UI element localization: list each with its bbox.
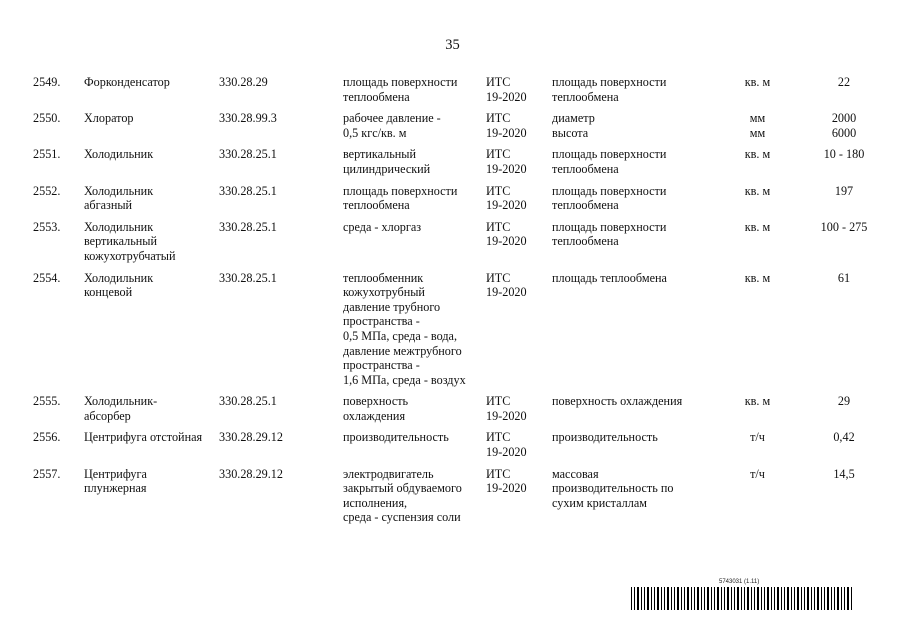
reference-document-line: 19-2020 — [486, 198, 527, 213]
parameter-name-line: теплообмена — [552, 198, 619, 213]
row-number-cell: 2552. — [33, 183, 61, 198]
barcode-bar — [654, 587, 655, 610]
table-row — [33, 394, 879, 430]
row-number-cell: 2556. — [33, 430, 61, 445]
characteristic-line: производительность — [343, 430, 449, 445]
characteristic-line: 0,5 кгс/кв. м — [343, 125, 407, 140]
characteristic-line: давление трубного — [343, 299, 441, 314]
parameter-name-line: диаметр — [552, 111, 595, 126]
okpd-code-cell: 330.28.25.1 — [219, 183, 277, 198]
parameter-name-cell — [552, 111, 706, 147]
equipment-name-line: Холодильник — [84, 183, 154, 198]
barcode-bar — [851, 587, 852, 610]
table-row — [33, 220, 879, 271]
parameter-value-line: 22 — [837, 75, 851, 89]
parameter-value-line: 2000 — [831, 111, 857, 126]
equipment-name-line: Форконденсатор — [84, 75, 170, 89]
unit-line: т/ч — [750, 430, 765, 445]
parameter-name-line: теплообмена — [552, 234, 619, 249]
equipment-name-line: Холодильник — [84, 270, 154, 285]
table-row — [33, 184, 879, 220]
equipment-table — [33, 75, 879, 532]
parameter-value-cell — [809, 75, 879, 111]
characteristic-cell — [343, 75, 486, 111]
unit-cell — [706, 75, 809, 111]
barcode-bar — [774, 587, 775, 610]
equipment-name-line: абгазный — [84, 198, 133, 213]
barcode-bar — [684, 587, 685, 610]
reference-document-cell — [486, 430, 552, 466]
barcode-image — [631, 587, 854, 610]
reference-document-line: 19-2020 — [486, 408, 527, 423]
barcode-bar — [744, 587, 745, 610]
reference-document-line: 19-2020 — [486, 125, 527, 140]
characteristic-line: поверхность — [343, 394, 409, 409]
parameter-value-cell — [809, 271, 879, 395]
unit-cell — [706, 220, 809, 271]
parameter-name-cell — [552, 220, 706, 271]
reference-document-line: 19-2020 — [486, 161, 527, 176]
parameter-name-line: площадь поверхности — [552, 219, 667, 234]
parameter-name-line: высота — [552, 125, 589, 140]
reference-document-line: ИТС — [486, 183, 511, 198]
barcode-bar — [681, 587, 682, 610]
barcode-bar — [631, 587, 632, 610]
barcode-caption: 5743031 (1.11) — [719, 579, 760, 585]
barcode-bar — [784, 587, 785, 610]
parameter-value-line: 61 — [837, 270, 851, 285]
barcode-bar — [777, 587, 779, 610]
parameter-value-line: 29 — [837, 394, 851, 409]
characteristic-line: 0,5 МПа, среда - вода, — [343, 328, 458, 343]
equipment-name-cell — [84, 184, 219, 220]
parameter-name-cell — [552, 147, 706, 183]
characteristic-line: давление межтрубного — [343, 343, 462, 358]
unit-cell — [706, 394, 809, 430]
okpd-code-cell: 330.28.25.1 — [219, 219, 277, 234]
table-row — [33, 147, 879, 183]
equipment-name-line: концевой — [84, 285, 133, 300]
reference-document-line: ИТС — [486, 270, 511, 285]
barcode-bar — [757, 587, 759, 610]
barcode-bar — [737, 587, 739, 610]
reference-document-line: ИТС — [486, 75, 511, 89]
barcode-bar — [711, 587, 712, 610]
parameter-name-line: производительность — [552, 430, 658, 445]
barcode-bar — [841, 587, 842, 610]
reference-document-line: 19-2020 — [486, 481, 527, 496]
characteristic-line: теплообменник — [343, 270, 424, 285]
reference-document-line: ИТС — [486, 147, 511, 162]
equipment-name-line: абсорбер — [84, 408, 131, 423]
barcode-bar — [694, 587, 695, 610]
characteristic-line: рабочее давление - — [343, 111, 441, 126]
barcode-bar — [811, 587, 812, 610]
barcode-bar — [717, 587, 719, 610]
parameter-value-cell — [809, 111, 879, 147]
reference-document-line: ИТС — [486, 466, 511, 481]
parameter-name-line: теплообмена — [552, 161, 619, 176]
reference-document-cell — [486, 220, 552, 271]
equipment-name-line: Центрифуга отстойная — [84, 430, 203, 445]
unit-line: кв. м — [744, 219, 771, 234]
equipment-name-line: плунжерная — [84, 481, 147, 496]
barcode-bar — [771, 587, 772, 610]
characteristic-line: кожухотрубный — [343, 285, 425, 300]
characteristic-line: исполнения, — [343, 495, 408, 510]
parameter-name-line: площадь поверхности — [552, 147, 667, 162]
characteristic-line: вертикальный — [343, 147, 416, 162]
characteristic-cell — [343, 111, 486, 147]
okpd-code-cell: 330.28.29.12 — [219, 466, 283, 481]
barcode-bar — [721, 587, 722, 610]
equipment-name-cell — [84, 271, 219, 395]
barcode-bar — [791, 587, 792, 610]
row-number-cell: 2550. — [33, 111, 61, 126]
reference-document-cell — [486, 184, 552, 220]
characteristic-cell — [343, 220, 486, 271]
row-number-cell: 2554. — [33, 270, 61, 285]
reference-document-cell — [486, 111, 552, 147]
parameter-value-cell — [809, 467, 879, 532]
parameter-value-cell — [809, 394, 879, 430]
unit-cell — [706, 430, 809, 466]
characteristic-line: площадь поверхности — [343, 75, 458, 89]
table-row — [33, 271, 879, 395]
characteristic-cell — [343, 467, 486, 532]
reference-document-line: 19-2020 — [486, 89, 527, 104]
barcode-bar — [657, 587, 659, 610]
barcode-bar — [667, 587, 669, 610]
characteristic-line: среда - хлоргаз — [343, 219, 422, 234]
barcode-bar — [821, 587, 822, 610]
characteristic-line: охлаждения — [343, 408, 406, 423]
parameter-value-line: 14,5 — [833, 466, 855, 481]
table-row — [33, 111, 879, 147]
barcode-bar — [741, 587, 742, 610]
barcode-bar — [797, 587, 799, 610]
characteristic-cell — [343, 271, 486, 395]
equipment-name-cell — [84, 111, 219, 147]
barcode-bar — [641, 587, 642, 610]
okpd-code-cell: 330.28.29 — [219, 75, 268, 89]
barcode-bar — [814, 587, 815, 610]
reference-document-cell — [486, 467, 552, 532]
barcode-bar — [701, 587, 702, 610]
unit-cell — [706, 147, 809, 183]
table-row — [33, 430, 879, 466]
barcode-bar — [781, 587, 782, 610]
parameter-value-cell — [809, 220, 879, 271]
okpd-code-cell: 330.28.29.12 — [219, 430, 283, 445]
barcode-bar — [691, 587, 692, 610]
barcode-bar — [761, 587, 762, 610]
reference-document-line: ИТС — [486, 394, 511, 409]
unit-line: кв. м — [744, 147, 771, 162]
characteristic-line: закрытый обдуваемого — [343, 481, 462, 496]
barcode-bar — [804, 587, 805, 610]
characteristic-line: площадь поверхности — [343, 183, 458, 198]
row-number-cell: 2551. — [33, 147, 61, 162]
parameter-name-line: площадь поверхности — [552, 183, 667, 198]
equipment-name-line: Холодильник- — [84, 394, 158, 409]
barcode-bar — [664, 587, 665, 610]
unit-line: кв. м — [744, 270, 771, 285]
barcode-bar — [824, 587, 825, 610]
equipment-name-cell — [84, 394, 219, 430]
barcode-bar — [834, 587, 835, 610]
parameter-value-line: 6000 — [831, 125, 857, 140]
barcode-bar — [734, 587, 735, 610]
barcode-bar — [671, 587, 672, 610]
parameter-value-cell — [809, 184, 879, 220]
parameter-name-line: площадь поверхности — [552, 75, 667, 89]
barcode-bar — [674, 587, 675, 610]
table-row — [33, 75, 879, 111]
barcode-bar — [794, 587, 795, 610]
characteristic-line: 1,6 МПа, среда - воздух — [343, 372, 466, 387]
parameter-name-line: сухим кристаллам — [552, 495, 647, 510]
equipment-name-cell — [84, 430, 219, 466]
barcode-bar — [704, 587, 705, 610]
row-number-cell: 2553. — [33, 219, 61, 234]
barcode-bar — [847, 587, 849, 610]
barcode-bar — [747, 587, 749, 610]
parameter-name-cell — [552, 394, 706, 430]
equipment-name-cell — [84, 75, 219, 111]
barcode-bar — [644, 587, 645, 610]
row-number-cell: 2549. — [33, 75, 61, 89]
unit-cell — [706, 271, 809, 395]
parameter-value-line: 0,42 — [833, 430, 855, 445]
equipment-name-cell — [84, 147, 219, 183]
parameter-name-cell — [552, 430, 706, 466]
barcode-bar — [724, 587, 725, 610]
barcode-bar — [687, 587, 689, 610]
okpd-code-cell: 330.28.25.1 — [219, 394, 277, 409]
okpd-code-cell: 330.28.25.1 — [219, 270, 277, 285]
equipment-name-cell — [84, 467, 219, 532]
unit-cell — [706, 184, 809, 220]
barcode-bar — [661, 587, 662, 610]
unit-cell — [706, 111, 809, 147]
parameter-value-line: 197 — [834, 183, 854, 198]
characteristic-line: теплообмена — [343, 198, 410, 213]
reference-document-line: 19-2020 — [486, 234, 527, 249]
row-number-cell: 2557. — [33, 466, 61, 481]
equipment-name-line: Хлоратор — [84, 111, 134, 126]
barcode-bar — [677, 587, 679, 610]
characteristic-cell — [343, 184, 486, 220]
barcode-bar — [807, 587, 809, 610]
barcode-bar — [727, 587, 729, 610]
parameter-value-cell — [809, 147, 879, 183]
reference-document-line: 19-2020 — [486, 285, 527, 300]
parameter-value-line: 10 - 180 — [823, 147, 865, 162]
barcode-bar — [844, 587, 845, 610]
barcode-bar — [714, 587, 715, 610]
unit-line: мм — [749, 125, 766, 140]
characteristic-cell — [343, 394, 486, 430]
okpd-code-cell: 330.28.25.1 — [219, 147, 277, 162]
unit-line: т/ч — [750, 466, 765, 481]
barcode-bar — [764, 587, 765, 610]
characteristic-line: среда - суспензия соли — [343, 510, 461, 525]
characteristic-line: пространства - — [343, 314, 420, 329]
reference-document-line: ИТС — [486, 219, 511, 234]
characteristic-line: теплообмена — [343, 89, 410, 104]
page-number: 35 — [445, 37, 460, 53]
parameter-value-line: 100 - 275 — [820, 219, 868, 234]
equipment-name-line: вертикальный — [84, 234, 157, 249]
characteristic-cell — [343, 430, 486, 466]
reference-document-cell — [486, 75, 552, 111]
barcode-bar — [754, 587, 755, 610]
parameter-name-line: поверхность охлаждения — [552, 394, 683, 409]
characteristic-cell — [343, 147, 486, 183]
barcode-bar — [767, 587, 769, 610]
barcode-bar — [837, 587, 839, 610]
reference-document-line: 19-2020 — [486, 445, 527, 460]
reference-document-line: ИТС — [486, 430, 511, 445]
characteristic-line: электродвигатель — [343, 466, 434, 481]
reference-document-line: ИТС — [486, 111, 511, 126]
unit-cell — [706, 467, 809, 532]
table-row — [33, 467, 879, 532]
unit-line: кв. м — [744, 183, 771, 198]
barcode-bar — [827, 587, 829, 610]
reference-document-cell — [486, 394, 552, 430]
equipment-name-line: Центрифуга — [84, 466, 147, 481]
equipment-name-cell — [84, 220, 219, 271]
parameter-name-cell — [552, 184, 706, 220]
unit-line: кв. м — [744, 394, 771, 409]
barcode-bar — [831, 587, 832, 610]
parameter-name-cell — [552, 75, 706, 111]
reference-document-cell — [486, 271, 552, 395]
characteristic-line: пространства - — [343, 358, 420, 373]
barcode-bar — [697, 587, 699, 610]
parameter-name-line: массовая — [552, 466, 599, 481]
parameter-name-line: площадь теплообмена — [552, 270, 667, 285]
equipment-name-line: Холодильник — [84, 147, 154, 162]
barcode-bar — [647, 587, 649, 610]
row-number-cell: 2555. — [33, 394, 61, 409]
unit-line: кв. м — [744, 75, 771, 89]
parameter-value-cell — [809, 430, 879, 466]
barcode-bar — [637, 587, 639, 610]
barcode-bar — [731, 587, 732, 610]
reference-document-cell — [486, 147, 552, 183]
equipment-name-line: Холодильник — [84, 219, 154, 234]
barcode-bar — [707, 587, 709, 610]
parameter-name-line: теплообмена — [552, 89, 619, 104]
barcode-bar — [634, 587, 635, 610]
unit-line: мм — [749, 111, 766, 126]
barcode-bar — [817, 587, 819, 610]
parameter-name-cell — [552, 271, 706, 395]
barcode-bar — [801, 587, 802, 610]
parameter-name-line: производительность по — [552, 481, 674, 496]
barcode-bar — [651, 587, 652, 610]
characteristic-line: цилиндрический — [343, 161, 431, 176]
equipment-name-line: кожухотрубчатый — [84, 248, 176, 263]
okpd-code-cell: 330.28.99.3 — [219, 111, 277, 126]
barcode-bar — [751, 587, 752, 610]
parameter-name-cell — [552, 467, 706, 532]
barcode-bar — [787, 587, 789, 610]
